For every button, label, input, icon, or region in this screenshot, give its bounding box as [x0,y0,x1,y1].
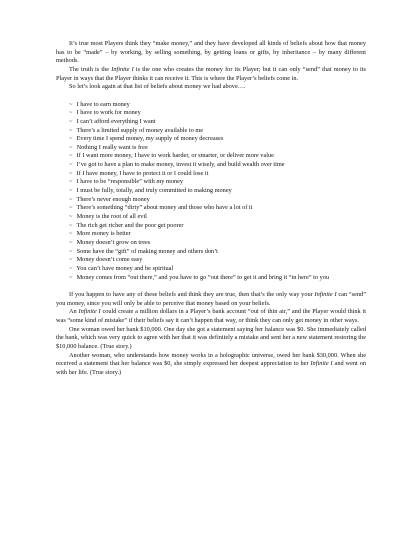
list-bullet-marker: ~ [69,239,73,247]
belief-text: I can’t afford everything I want [76,117,156,125]
list-bullet-marker: ~ [69,265,73,272]
list-bullet-marker: ~ [69,273,73,281]
list-bullet-marker: ~ [69,230,73,238]
belief-list-item [69,239,366,248]
belief-list-item [69,178,366,187]
paragraph-list-intro: So let’s look again at that list of beliefs about money we had above…. [69,83,246,91]
paragraph-million-dollars [56,308,366,325]
belief-text: I must be fully, totally, and truly committed to making money [76,187,232,195]
paragraph-beliefs-perception [56,291,366,308]
belief-text: The rich get richer and the poor get poorer [76,221,184,229]
belief-list-item [69,274,366,283]
paragraph-text: and went on with her life. (True story.) [56,360,367,376]
belief-text: Nothing I really want is free [76,143,148,151]
belief-list-item [69,135,366,144]
belief-text: There’s never enough money [76,195,150,203]
list-bullet-marker: ~ [69,126,73,134]
paragraph-second-woman-story [56,352,366,378]
emphasis-infinite-i: Infinite I [314,290,337,298]
belief-list-item [69,248,366,257]
belief-text: Money doesn’t grow on trees [76,239,151,247]
belief-text: More money is better [76,230,131,238]
paragraph-text: The truth is the [69,65,112,73]
spacer [56,92,366,101]
belief-list-item [69,144,366,153]
belief-text: I have to work for money [76,109,141,117]
list-bullet-marker: ~ [69,135,73,143]
list-bullet-marker: ~ [69,187,73,195]
list-bullet-marker: ~ [69,256,73,264]
list-bullet-marker: ~ [69,161,73,169]
paragraph-text: Another woman, who understands how money works in a holographic universe, owed her bank $30,000. When she received a statement that her balance was $0, she simply expressed her deepest appreciation to her [56,351,366,368]
list-bullet-marker: ~ [69,143,73,151]
belief-text: If I want more money, I have to work harder, or smarter, or deliver more value [76,152,274,160]
belief-text: I’ve got to have a plan to make money, invest it wisely, and build wealth over time [76,161,285,169]
belief-list-item [69,230,366,239]
paragraph-text: If you happen to have any of these beliefs and think they are true, then that’s the only way your [69,290,315,298]
belief-text: Every time I spend money, my supply of money decreases [76,135,224,143]
belief-list-item [69,222,366,231]
belief-list-item [69,204,366,213]
belief-text: You can’t have money and be spiritual [76,265,174,272]
belief-text: If I have money, I have to protect it or I could lose it [76,169,209,177]
emphasis-infinite-i: Infinite I [78,308,101,316]
list-bullet-marker: ~ [69,247,73,255]
belief-list [56,101,366,283]
emphasis-infinite-i: Infinite I [310,360,333,368]
belief-list-item [69,118,366,127]
belief-list-item [69,101,366,110]
paragraph-text: can “send” you money, since you will only be able to perceive that money based on your beliefs. [56,290,366,307]
list-bullet-marker: ~ [69,100,73,108]
belief-list-item [69,170,366,179]
list-bullet-marker: ~ [69,178,73,186]
belief-list-item [69,265,366,274]
paragraph-infinite-i-creates-money [56,66,366,83]
emphasis-infinite-i: Infinite I [111,65,134,73]
belief-text: Money is the root of all evil [76,213,147,221]
paragraph-text: An [69,308,79,316]
list-bullet-marker: ~ [69,204,73,212]
list-bullet-marker: ~ [69,195,73,203]
belief-list-item [69,256,366,265]
belief-text: There’s a limited supply of money available to me [76,126,204,134]
list-bullet-marker: ~ [69,152,73,160]
spacer [56,282,366,291]
belief-text: There’s something “dirty” about money and those who have a lot of it [76,204,253,212]
belief-text: I have to be “responsible” with my money [76,178,184,186]
belief-list-item [69,213,366,222]
paragraph-text: could create a million dollars in a Player’s bank account “out of thin air,” and the Player would think it was “some kind of mistake” if their beliefs say it can’t happen that way, or think they can only get money in other ways. [56,308,366,324]
list-bullet-marker: ~ [69,213,73,221]
list-bullet-marker: ~ [69,109,73,117]
belief-text: I have to earn money [76,100,130,108]
belief-list-item [69,152,366,161]
belief-list-item [69,187,366,196]
belief-text: Money doesn’t come easy [76,256,143,264]
belief-text: Money comes from “out there,” and you have to go “out there” to get it and bring it “in here” to you [76,273,330,281]
belief-text: Some have the “gift” of making money and others don’t [76,247,218,255]
list-bullet-marker: ~ [69,221,73,229]
belief-list-item [69,161,366,170]
belief-list-item [69,127,366,136]
paragraph-first-woman-story: One woman owed her bank $10,000. One day she got a statement saying her balance was $0. She immediately called the bank, which was very quick to agree with her that it was definitely a mistake and sent her a new statement restoring the $10,000 balance. (True story.) [56,325,366,350]
belief-list-item [69,196,366,205]
paragraph-text: is the one who creates the money for its Player; but it can only “send” that money to its Player in ways that the Player thinks it can receive it. This is where the Player’s beliefs come in. [56,65,367,82]
list-bullet-marker: ~ [69,169,73,177]
paragraph-players-make-money: It’s true most Players think they “make money,” and they have developed all kinds of beliefs about how that money has to be “made” – by working, by selling something, by getting loans or gifts, by inheritance – by many different methods. [56,40,366,65]
belief-list-item [69,109,366,118]
list-bullet-marker: ~ [69,117,73,125]
